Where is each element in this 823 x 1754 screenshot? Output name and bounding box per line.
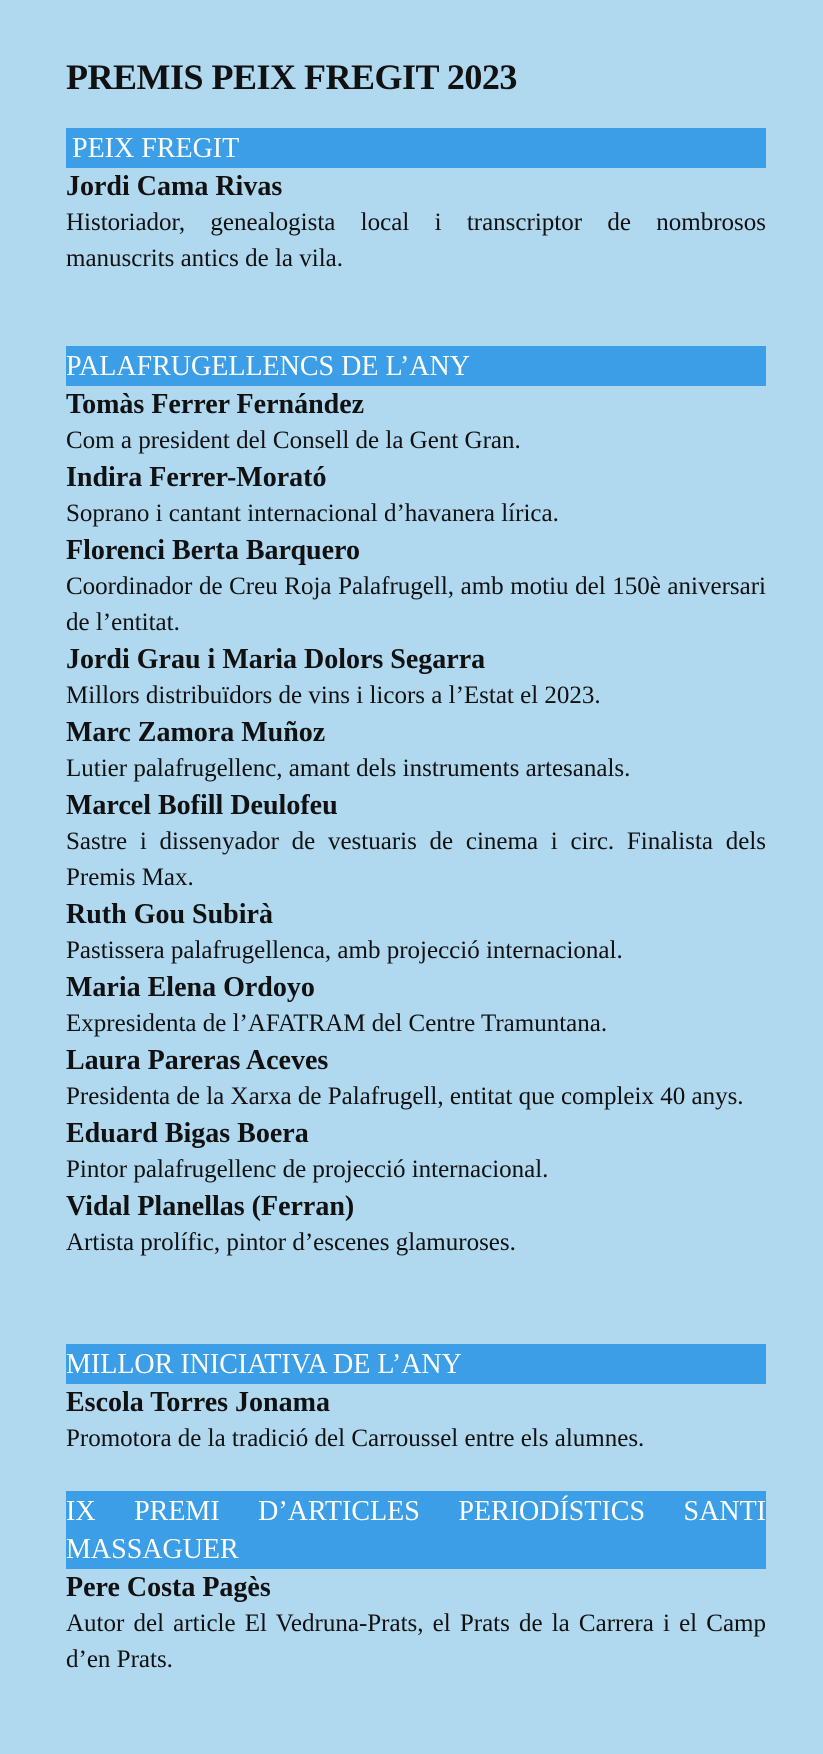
awardee-name: Vidal Planellas (Ferran) xyxy=(66,1191,355,1222)
award-entry xyxy=(66,969,766,1042)
section-header: IX PREMI D’ARTICLES PERIODÍSTICS SANTI MASSAGUER xyxy=(66,1491,766,1569)
awardee-name: Jordi Grau i Maria Dolors Segarra xyxy=(66,644,486,675)
section-header: MILLOR INICIATIVA DE L’ANY xyxy=(66,1344,766,1384)
awardee-description: Expresidenta de l’AFATRAM del Centre Tramuntana. xyxy=(66,1010,608,1037)
award-entry xyxy=(66,1569,766,1678)
award-entry xyxy=(66,459,766,532)
page-title: PREMIS PEIX FREGIT 2023 xyxy=(66,57,517,97)
award-entry xyxy=(66,1042,766,1115)
section-millor-iniciativa xyxy=(66,1344,766,1457)
awardee-name: Laura Pareras Aceves xyxy=(66,1045,329,1076)
section-header: PEIX FREGIT xyxy=(66,128,766,168)
award-entry xyxy=(66,896,766,969)
awardee-description: Historiador, genealogista local i transcriptor de nombrosos manuscrits antics de la vila. xyxy=(66,209,766,272)
award-entry xyxy=(66,1188,766,1261)
awardee-name: Escola Torres Jonama xyxy=(66,1387,330,1418)
awardee-description: Soprano i cantant internacional d’havanera lírica. xyxy=(66,500,559,527)
section-palafrugellencs xyxy=(66,346,766,1261)
awardee-name: Marc Zamora Muñoz xyxy=(66,717,326,748)
section-premi-articles xyxy=(66,1491,766,1678)
award-entry xyxy=(66,641,766,714)
awardee-name: Jordi Cama Rivas xyxy=(66,171,283,202)
awardee-description: Promotora de la tradició del Carroussel entre els alumnes. xyxy=(66,1425,645,1452)
award-entry xyxy=(66,386,766,459)
awardee-name: Florenci Berta Barquero xyxy=(66,535,360,566)
award-entry xyxy=(66,1115,766,1188)
awardee-description: Coordinador de Creu Roja Palafrugell, amb motiu del 150è aniversari de l’entitat. xyxy=(66,573,766,636)
award-entry xyxy=(66,532,766,641)
awardee-name: Indira Ferrer-Morató xyxy=(66,462,327,493)
awardee-description: Pastissera palafrugellenca, amb projecció internacional. xyxy=(66,937,623,964)
awardee-description: Presidenta de la Xarxa de Palafrugell, entitat que compleix 40 anys. xyxy=(66,1083,744,1110)
awardee-description: Lutier palafrugellenc, amant dels instruments artesanals. xyxy=(66,755,631,782)
award-entry xyxy=(66,714,766,787)
awardee-name: Eduard Bigas Boera xyxy=(66,1118,309,1149)
section-peix-fregit xyxy=(66,128,766,277)
section-header: PALAFRUGELLENCS DE L’ANY xyxy=(66,346,766,386)
awardee-description: Autor del article El Vedruna-Prats, el Prats de la Carrera i el Camp d’en Prats. xyxy=(66,1610,766,1673)
award-entry xyxy=(66,787,766,896)
awardee-name: Pere Costa Pagès xyxy=(66,1572,271,1603)
awardee-name: Maria Elena Ordoyo xyxy=(66,972,315,1003)
awardee-description: Pintor palafrugellenc de projecció internacional. xyxy=(66,1156,549,1183)
awardee-description: Artista prolífic, pintor d’escenes glamuroses. xyxy=(66,1229,516,1256)
award-entry xyxy=(66,168,766,277)
awardee-name: Marcel Bofill Deulofeu xyxy=(66,790,338,821)
awardee-description: Com a president del Consell de la Gent Gran. xyxy=(66,427,521,454)
awardee-description: Sastre i dissenyador de vestuaris de cinema i circ. Finalista dels Premis Max. xyxy=(66,828,766,891)
awardee-name: Tomàs Ferrer Fernández xyxy=(66,389,365,420)
award-entry xyxy=(66,1384,766,1457)
awardee-description: Millors distribuïdors de vins i licors a l’Estat el 2023. xyxy=(66,682,601,709)
awardee-name: Ruth Gou Subirà xyxy=(66,899,273,930)
